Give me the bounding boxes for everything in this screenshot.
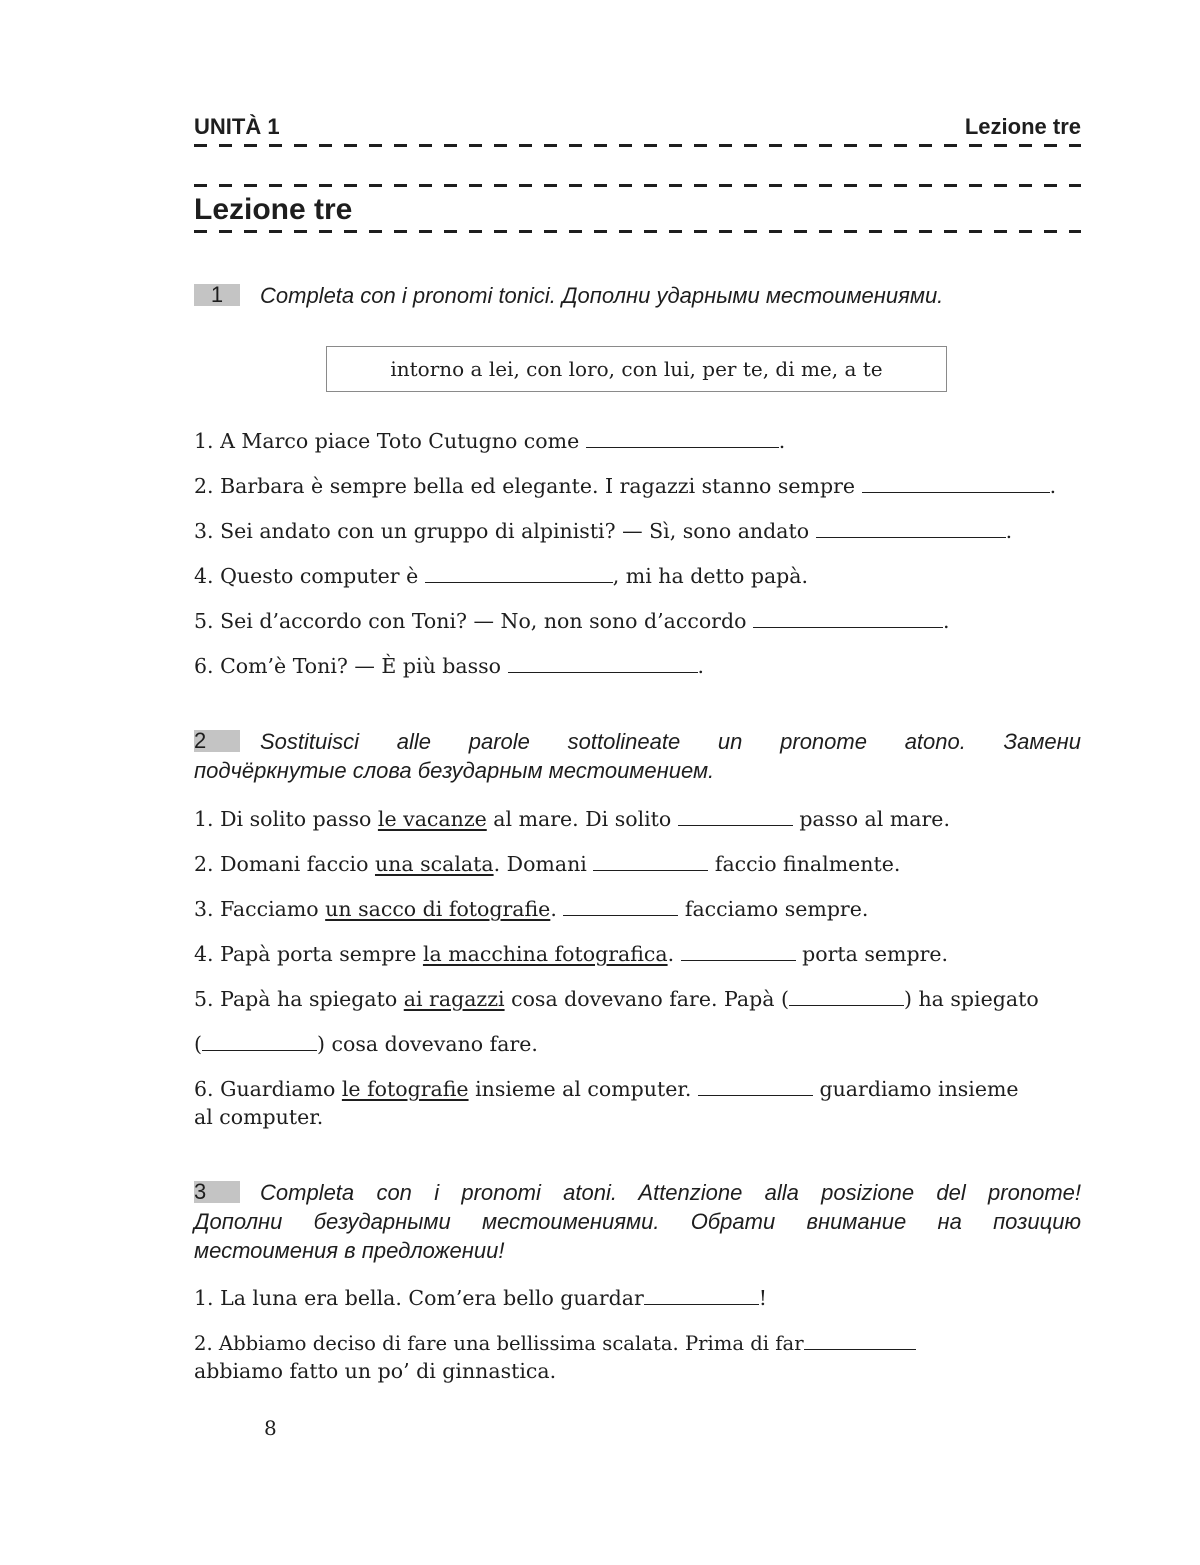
answer-blank[interactable] xyxy=(804,1332,916,1350)
item-text: . xyxy=(942,609,950,633)
answer-blank[interactable] xyxy=(698,1078,813,1096)
item-text: 4. Questo computer è xyxy=(194,564,425,588)
item-text: 5. Papà ha spiegato xyxy=(194,987,404,1011)
divider xyxy=(194,144,1081,147)
underlined-phrase: ai ragazzi xyxy=(403,987,505,1011)
item-text: . xyxy=(550,897,564,921)
page-number: 8 xyxy=(264,1416,277,1440)
exercise-item-continuation: al computer. xyxy=(194,1105,324,1129)
exercise-item xyxy=(194,895,1081,924)
exercise-item xyxy=(194,1329,1081,1358)
exercise-3-heading xyxy=(194,1178,1081,1207)
exercise-item-continuation xyxy=(194,1030,1081,1059)
item-text: ! xyxy=(758,1286,768,1310)
lesson-header: Lezione tre xyxy=(964,114,1081,139)
item-text: 5. Sei d’accordo con Toni? — No, non sono d’accordo xyxy=(194,609,753,633)
exercise-instruction: Completa con i pronomi atoni. Attenzione alla posizione del pronome! xyxy=(260,1180,1081,1205)
underlined-phrase: una scalata xyxy=(374,852,494,876)
item-text: 4. Papà porta sempre xyxy=(194,942,423,966)
answer-blank[interactable] xyxy=(202,1033,317,1051)
divider xyxy=(194,230,1081,233)
underlined-phrase: le fotografie xyxy=(341,1077,469,1101)
answer-blank[interactable] xyxy=(563,898,678,916)
exercise-item xyxy=(194,517,1081,546)
exercise-item xyxy=(194,985,1081,1014)
exercise-item xyxy=(194,652,1081,681)
underlined-phrase: la macchina fotografica xyxy=(422,942,668,966)
item-text: porta sempre. xyxy=(795,942,949,966)
exercise-item-continuation: abbiamo fatto un po’ di ginnastica. xyxy=(194,1359,557,1383)
item-text: ) ha spiegato xyxy=(903,987,1039,1011)
item-text: 3. Facciamo xyxy=(194,897,326,921)
item-text: . xyxy=(1005,519,1013,543)
item-text: 2. Abbiamo deciso di fare una bellissima scalata. Prima di far xyxy=(194,1332,804,1355)
item-text: , mi ha detto papà. xyxy=(612,564,809,588)
answer-blank[interactable] xyxy=(789,988,904,1006)
exercise-3-heading-line2: Дополни безударными местоимениями. Обрати внимание на позицию xyxy=(194,1209,1081,1234)
answer-blank[interactable] xyxy=(593,853,708,871)
item-text: ( xyxy=(194,1032,202,1056)
unit-header: UNITÀ 1 xyxy=(194,114,280,139)
exercise-number-badge: 1 xyxy=(194,284,240,306)
exercise-item xyxy=(194,562,1081,591)
exercise-2-heading xyxy=(194,727,1081,756)
exercise-item xyxy=(194,472,1081,501)
item-text: 3. Sei andato con un gruppo di alpinisti? — Sì, sono andato xyxy=(194,519,816,543)
item-text: ) cosa dovevano fare. xyxy=(317,1032,538,1056)
item-text: . xyxy=(667,942,681,966)
exercise-number-badge: 2 xyxy=(194,730,240,752)
exercise-instruction: Completa con i pronomi tonici. Дополни ударными местоимениями. xyxy=(260,283,944,308)
exercise-item xyxy=(194,427,1081,456)
item-text: . xyxy=(697,654,705,678)
item-text: 1. Di solito passo xyxy=(194,807,378,831)
exercise-item xyxy=(194,805,1081,834)
answer-blank[interactable] xyxy=(816,520,1006,538)
item-text: . Domani xyxy=(493,852,594,876)
item-text: 2. Domani faccio xyxy=(194,852,375,876)
divider xyxy=(194,184,1081,187)
item-text: al mare. Di solito xyxy=(486,807,678,831)
answer-blank[interactable] xyxy=(678,808,793,826)
answer-blank[interactable] xyxy=(425,565,613,583)
answer-blank[interactable] xyxy=(508,655,698,673)
item-text: facciamo sempre. xyxy=(678,897,869,921)
exercise-item xyxy=(194,1284,1081,1313)
item-text: insieme al computer. xyxy=(468,1077,698,1101)
exercise-item xyxy=(194,850,1081,879)
answer-blank[interactable] xyxy=(644,1287,759,1305)
answer-blank[interactable] xyxy=(681,943,796,961)
exercise-instruction: Sostituisci alle parole sottolineate un pronome atono. Замени xyxy=(260,729,1081,754)
exercise-item xyxy=(194,940,1081,969)
item-text: cosa dovevano fare. Papà ( xyxy=(504,987,789,1011)
exercise-2-heading-line2: подчёркнутые слова безударным местоимением. xyxy=(194,758,715,783)
item-text: . xyxy=(778,429,786,453)
exercise-item xyxy=(194,1075,1081,1104)
item-text: passo al mare. xyxy=(792,807,950,831)
exercise-1-heading xyxy=(194,281,1081,310)
exercise-number-badge: 3 xyxy=(194,1181,240,1203)
answer-blank[interactable] xyxy=(753,610,943,628)
answer-blank[interactable] xyxy=(862,475,1050,493)
item-text: 2. Barbara è sempre bella ed elegante. I ragazzi stanno sempre xyxy=(194,474,862,498)
exercise-item xyxy=(194,607,1081,636)
underlined-phrase: le vacanze xyxy=(377,807,487,831)
word-box: intorno a lei, con loro, con lui, per te, di me, a te xyxy=(326,346,947,392)
item-text: faccio finalmente. xyxy=(708,852,901,876)
item-text: guardiamo insieme xyxy=(812,1077,1019,1101)
item-text: 1. La luna era bella. Com’era bello guardar xyxy=(194,1286,644,1310)
exercise-3-heading-line3: местоимения в предложении! xyxy=(194,1238,505,1263)
page-title: Lezione tre xyxy=(194,193,353,226)
item-text: 1. A Marco piace Toto Cutugno come xyxy=(194,429,586,453)
answer-blank[interactable] xyxy=(586,430,779,448)
item-text: . xyxy=(1049,474,1057,498)
item-text: 6. Guardiamo xyxy=(194,1077,342,1101)
underlined-phrase: un sacco di fotografie xyxy=(325,897,551,921)
item-text: 6. Com’è Toni? — È più basso xyxy=(194,654,508,678)
